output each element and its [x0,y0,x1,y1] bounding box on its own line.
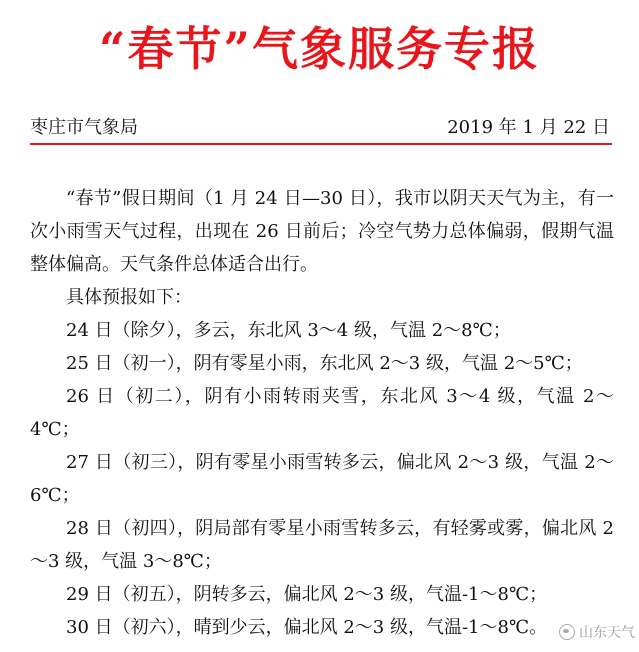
issuer: 枣庄市气象局 [30,117,138,138]
document-meta [30,114,610,142]
forecast-heading: 具体预报如下： [66,287,192,308]
forecast-item: 28 日（初四），阴局部有零星小雨雪转多云，有轻雾或雾，偏北风 2～3 级，气温 3～8℃； [30,518,614,572]
forecast-item: 30 日（初六），晴到少云，偏北风 2～3 级，气温-1～8℃。 [66,617,548,638]
watermark [559,622,635,642]
watermark-text: 山东天气 [579,625,635,641]
forecast-item: 26 日（初二），阴有小雨转雨夹雪，东北风 3～4 级，气温 2～4℃； [30,386,614,440]
issue-date: 2019 年 1 月 22 日 [447,117,610,138]
forecast-item: 25 日（初一），阴有零星小雨，东北风 2～3 级，气温 2～5℃； [66,353,583,374]
document-body [30,182,614,644]
intro-paragraph: “春节”假日期间（1 月 24 日—30 日），我市以阴天天气为主，有一次小雨雪天气过程，出现在 26 日前后；冷空气势力总体偏弱，假期气温整体偏高。天气条件总体适合出行。 [30,188,614,275]
forecast-item: 27 日（初三），阴有零星小雨雪转多云，偏北风 2～3 级，气温 2～6℃； [30,452,614,506]
forecast-item: 24 日（除夕），多云，东北风 3～4 级，气温 2～8℃； [66,320,511,341]
document-title: “春节”气象服务专报 [99,22,540,76]
wechat-logo-icon [559,624,575,640]
forecast-item: 29 日（初五），阴转多云，偏北风 2～3 级，气温-1～8℃； [66,584,548,605]
header-divider [30,143,612,145]
